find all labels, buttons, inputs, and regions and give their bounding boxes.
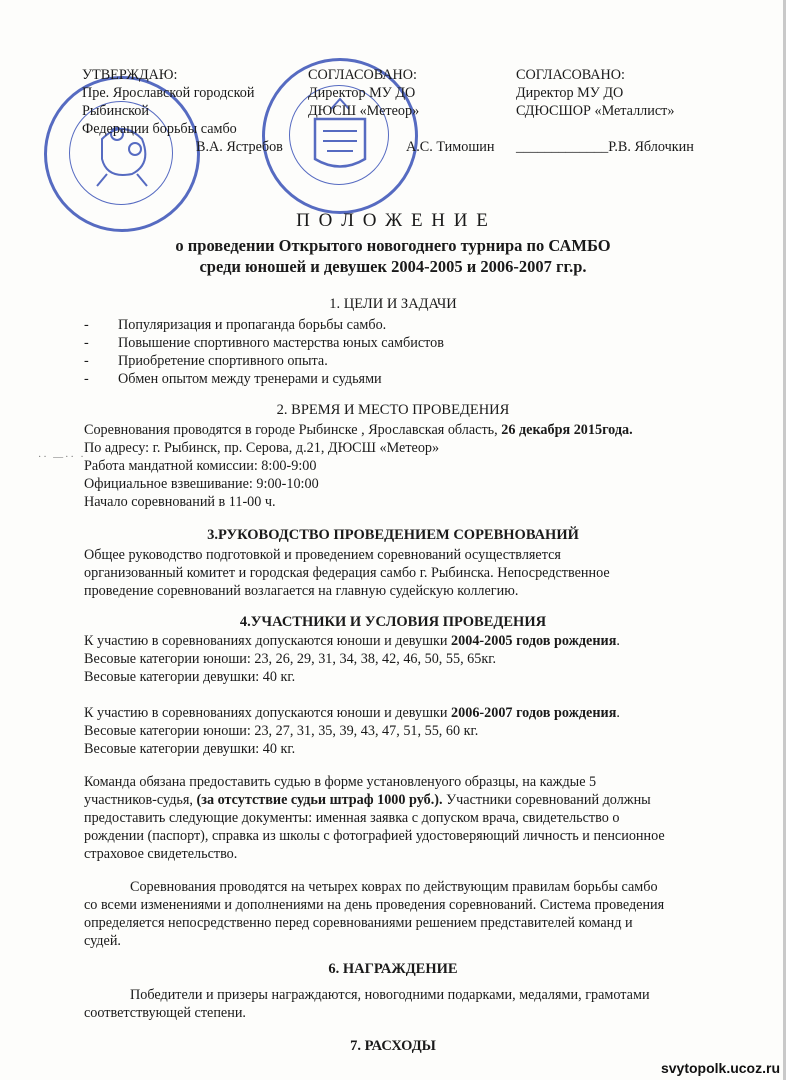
- section-4-a-line-2: Весовые категории юноши: 23, 26, 29, 31, 34, 38, 42, 46, 50, 55, 65кг.: [84, 651, 497, 667]
- approval-sign-2: А.С. Тимошин: [406, 139, 495, 155]
- approval-line-1-3: Федерации борьбы самбо: [82, 121, 237, 137]
- list-item-text: Обмен опытом между тренерами и судьями: [118, 371, 382, 387]
- section-4-c-line-5: страховое свидетельство.: [84, 846, 238, 862]
- section-4-d-line-3: определяется непосредственно перед соревнованиями решением представителей команд и: [84, 915, 633, 931]
- section-4-d-line-1: Соревнования проводятся на четырех коврах по действующим правилам борьбы самбо: [130, 879, 658, 895]
- section-7-heading: 7. РАСХОДЫ: [350, 1038, 436, 1054]
- section-3-line-3: проведение соревнований возлагается на главную судейскую коллегию.: [84, 583, 519, 599]
- list-item: -: [84, 371, 89, 387]
- list-item-text: Повышение спортивного мастерства юных самбистов: [118, 335, 444, 351]
- section-2-line-3: Работа мандатной комиссии: 8:00-9:00: [84, 458, 317, 474]
- section-4-c-line-3: предоставить следующие документы: именная заявка с допуском врача, свидетельство о: [84, 810, 620, 826]
- document-subtitle-2: среди юношей и девушек 2004-2005 и 2006-2007 гг.р.: [199, 257, 587, 276]
- site-watermark: svytopolk.ucoz.ru: [660, 1060, 780, 1076]
- document-title: П О Л О Ж Е Н И Е: [296, 210, 490, 231]
- list-item-text: Приобретение спортивного опыта.: [118, 353, 328, 369]
- approval-head-3: СОГЛАСОВАНО:: [516, 67, 625, 83]
- approval-line-3-2: СДЮСШОР «Металлист»: [516, 103, 675, 119]
- section-3-line-1: Общее руководство подготовкой и проведением соревнований осуществляется: [84, 547, 561, 563]
- approval-line-2-1: Директор МУ ДО: [308, 85, 416, 101]
- list-item-text: Популяризация и пропаганда борьбы самбо.: [118, 317, 387, 333]
- approval-line-1-2: Рыбинской: [82, 103, 149, 119]
- list-item: -: [84, 335, 89, 351]
- section-4-b-line-3: Весовые категории девушки: 40 кг.: [84, 741, 296, 757]
- approval-head-1: УТВЕРЖДАЮ:: [82, 67, 178, 83]
- section-4-c-line-4: рождении (паспорт), справка из школы с фотографией удостоверяющий личность и пенсионное: [84, 828, 665, 844]
- section-2-line-4: Официальное взвешивание: 9:00-10:00: [84, 476, 319, 492]
- list-item: -: [84, 317, 89, 333]
- list-item: -: [84, 353, 89, 369]
- section-4-d-line-2: со всеми изменениями и дополнениями на день проведения соревнований. Система проведения: [84, 897, 665, 913]
- section-4-c-line-2: участников-судья, (за отсутствие судьи штраф 1000 руб.). Участники соревнований должны: [84, 792, 651, 808]
- section-2-line-2: По адресу: г. Рыбинск, пр. Серова, д.21, ДЮСШ «Метеор»: [84, 440, 440, 456]
- section-4-d-line-4: судей.: [84, 933, 121, 949]
- approval-sign-1: В.А. Ястребов: [196, 139, 283, 155]
- section-4-heading: 4.УЧАСТНИКИ И УСЛОВИЯ ПРОВЕДЕНИЯ: [239, 614, 547, 630]
- section-4-a-line-3: Весовые категории девушки: 40 кг.: [84, 669, 296, 685]
- section-6-line-1: Победители и призеры награждаются, новогодними подарками, медалями, грамотами: [130, 987, 650, 1003]
- section-1-heading: 1. ЦЕЛИ И ЗАДАЧИ: [329, 296, 457, 312]
- document-subtitle-1: о проведении Открытого новогоднего турнира по САМБО: [175, 236, 611, 255]
- section-2-heading: 2. ВРЕМЯ И МЕСТО ПРОВЕДЕНИЯ: [276, 402, 510, 418]
- section-2-line-1: Соревнования проводятся в городе Рыбинске , Ярославская область, 26 декабря 2015года.: [84, 422, 633, 438]
- section-3-line-2: организованный комитет и городская федерация самбо г. Рыбинска. Непосредственное: [84, 565, 610, 581]
- section-3-heading: 3.РУКОВОДСТВО ПРОВЕДЕНИЕМ СОРЕВНОВАНИЙ: [207, 527, 579, 543]
- approval-line-3-1: Директор МУ ДО: [516, 85, 624, 101]
- section-2-line-5: Начало соревнований в 11-00 ч.: [84, 494, 276, 510]
- section-4-b-line-1: К участию в соревнованиях допускаются юноши и девушки 2006-2007 годов рождения.: [84, 705, 620, 721]
- section-6-heading: 6. НАГРАЖДЕНИЕ: [328, 961, 458, 977]
- approval-line-1-1: Пре. Ярославской городской: [82, 85, 255, 101]
- approval-line-2-2: ДЮСШ «Метеор»: [308, 103, 420, 119]
- section-4-b-line-2: Весовые категории юноши: 23, 27, 31, 35, 39, 43, 47, 51, 55, 60 кг.: [84, 723, 479, 739]
- scan-mark: ·· —·· ·: [38, 452, 86, 463]
- approval-sign-3: _____________Р.В. Яблочкин: [516, 139, 694, 155]
- approval-head-2: СОГЛАСОВАНО:: [308, 67, 417, 83]
- section-6-line-2: соответствующей степени.: [84, 1005, 246, 1021]
- section-4-a-line-1: К участию в соревнованиях допускаются юноши и девушки 2004-2005 годов рождения.: [84, 633, 620, 649]
- section-4-c-line-1: Команда обязана предоставить судью в форме установленуого образцы, на каждые 5: [84, 774, 597, 790]
